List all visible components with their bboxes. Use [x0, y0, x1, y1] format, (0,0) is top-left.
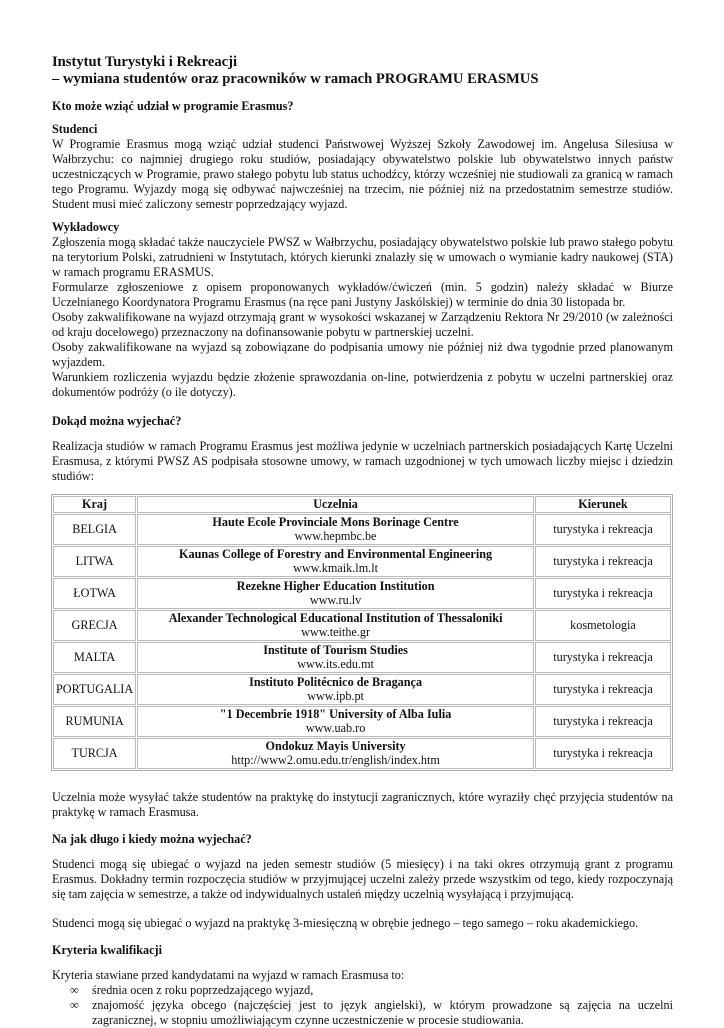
header-kraj: Kraj [53, 496, 136, 513]
studenci-text: W Programie Erasmus mogą wziąć udział studenci Państwowej Wyższej Szkoły Zawodowej im. Angelusa Silesiusa w Wałbrzychu: co najmniej drugiego roku studiów, posiadający obywatelstwo polskie lub obywatelstwo innych państw uczestniczących w Programie, prawo stałego pobytu lub status uchodźcy, którzy wcześniej nie studiowali za granicą w ramach tego Programu. Wyjazdy mogą się odbywać najwcześniej na trzecim, nie później niż na przedostatnim semestrze studiów. Student musi mieć zaliczony semestr poprzedzający wyjazd. [52, 137, 673, 211]
where-text: Realizacja studiów w ramach Programu Erasmus jest możliwa jedynie w uczelniach partnerskich posiadających Kartę Uczelni Erasmusa, z którymi PWSZ AS podpisała stosowne umowy, w ramach uzgodnionej w tych umowach liczby miejsc i dziedzin studiów: [52, 439, 673, 483]
list-item [70, 997, 673, 1028]
cell-kierunek: turystyka i rekreacja [535, 578, 671, 609]
heading-studenci: Studenci [52, 122, 98, 136]
list-item [70, 982, 673, 998]
cell-uczelnia [137, 706, 534, 737]
infinity-bullet-icon: ∞ [70, 997, 79, 1012]
cell-kraj: MALTA [53, 642, 136, 673]
heading-wykladowcy: Wykładowcy [52, 220, 120, 234]
document-page [52, 54, 673, 1028]
cell-kraj: GRECJA [53, 610, 136, 641]
wykladowcy-paragraph: Warunkiem rozliczenia wyjazdu będzie złożenie sprawozdania on-line, potwierdzenia z pobytu w uczelni partnerskiej oraz dokumentów podróży (o ile dotyczy). [52, 370, 673, 399]
cell-uczelnia [137, 546, 534, 577]
header-kierunek: Kierunek [535, 496, 671, 513]
university-name: "1 Decembrie 1918" University of Alba Iulia [219, 706, 452, 721]
heading-how-long: Na jak długo i kiedy można wyjechać? [52, 831, 252, 846]
cell-kraj: ŁOTWA [53, 578, 136, 609]
cell-kierunek: kosmetologia [535, 610, 671, 641]
university-name: Haute Ecole Provinciale Mons Borinage Centre [212, 514, 459, 529]
heading-where: Dokąd można wyjechać? [52, 414, 182, 428]
criteria-list [52, 983, 673, 1028]
cell-kierunek: turystyka i rekreacja [535, 642, 671, 673]
cell-uczelnia [137, 578, 534, 609]
cell-kraj: RUMUNIA [53, 706, 136, 737]
university-website: www.its.edu.mt [297, 657, 374, 671]
table-row [53, 642, 671, 673]
cell-uczelnia [137, 738, 534, 769]
cell-kierunek: turystyka i rekreacja [535, 706, 671, 737]
wykladowcy-paragraph: Zgłoszenia mogą składać także nauczyciele PWSZ w Wałbrzychu, posiadający obywatelstwo polskie lub prawo stałego pobytu na terytorium Polski, zatrudnieni w Instytutach, których kierunki znalazły się w umowach o wymianie kadry naukowej (STA) w ramach programu ERASMUS. [52, 235, 673, 279]
how-long-text-1: Studenci mogą się ubiegać o wyjazd na jeden semestr studiów (5 miesięcy) i na taki okres otrzymują grant z programu Erasmus. Dokładny termin rozpoczęcia studiów w przyjmującej uczelni zależy przede wszystkim od tego, kiedy rozpoczynają się tam zajęcia w semestrze, a także od indywidualnych ustaleń między uczelnią wysyłającą i przyjmującą. [52, 856, 673, 901]
university-website: www.ru.lv [309, 593, 362, 607]
cell-kierunek: turystyka i rekreacja [535, 738, 671, 769]
university-name: Instituto Politécnico de Bragança [249, 674, 423, 689]
title-line-2: – wymiana studentów oraz pracowników w ramach PROGRAMU ERASMUS [52, 71, 539, 87]
criteria-text: znajomość języka obcego (najczęściej jest to język angielski), w którym prowadzone są zajęcia na uczelni zagranicznej, w stopniu umożliwiającym czynne uczestniczenie w procesie studiowania. [92, 997, 673, 1027]
table-row [53, 706, 671, 737]
university-website: www.ipb.pt [307, 689, 364, 703]
table-row [53, 610, 671, 641]
praktyka-text: Uczelnia może wysyłać także studentów na praktykę do instytucji zagranicznych, które wyraziły chęć przyjęcia studentów na praktykę w ramach Erasmusa. [52, 789, 673, 819]
cell-uczelnia [137, 610, 534, 641]
wykladowcy-paragraph: Formularze zgłoszeniowe z opisem proponowanych wykładów/ćwiczeń (min. 5 godzin) należy składać w Biurze Uczelnianego Koordynatora Programu Erasmus (na ręce pani Justyny Jaskólskiej) w terminie do dnia 30 listopada br. [52, 280, 673, 309]
cell-kraj: PORTUGALIA [53, 674, 136, 705]
university-name: Kaunas College of Forestry and Environmental Engineering [179, 546, 493, 561]
university-website: www.teithe.gr [301, 625, 371, 639]
cell-uczelnia [137, 514, 534, 545]
table-row [53, 674, 671, 705]
title-line-1: Instytut Turystyki i Rekreacji [52, 54, 238, 70]
university-name: Institute of Tourism Studies [263, 642, 408, 657]
criteria-text: średnia ocen z roku poprzedzającego wyjazd, [92, 982, 314, 997]
cell-kraj: LITWA [53, 546, 136, 577]
cell-uczelnia [137, 674, 534, 705]
university-website: www.uab.ro [305, 721, 366, 735]
heading-who: Kto może wziąć udział w programie Erasmus? [52, 99, 294, 113]
table-row [53, 578, 671, 609]
how-long-text-2: Studenci mogą się ubiegać o wyjazd na praktykę 3-miesięczną w obrębie jednego – tego samego – roku akademickiego. [52, 915, 639, 930]
cell-uczelnia [137, 642, 534, 673]
cell-kierunek: turystyka i rekreacja [535, 674, 671, 705]
table-row [53, 738, 671, 769]
table-row [53, 514, 671, 545]
wykladowcy-paragraph: Osoby zakwalifikowane na wyjazd są zobowiązane do podpisania umowy nie później niż dwa tygodnie przed planowanym wyjazdem. [52, 340, 673, 369]
university-website: www.hepmbc.be [294, 529, 377, 543]
cell-kraj: TURCJA [53, 738, 136, 769]
university-website: www.kmaik.lm.lt [293, 561, 378, 575]
partner-universities-table [51, 494, 673, 771]
cell-kierunek: turystyka i rekreacja [535, 546, 671, 577]
criteria-intro: Kryteria stawiane przed kandydatami na wyjazd w ramach Erasmusa to: [52, 967, 405, 982]
infinity-bullet-icon: ∞ [70, 982, 79, 997]
page-title [52, 54, 673, 88]
university-name: Ondokuz Mayis University [265, 738, 406, 753]
header-uczelnia: Uczelnia [137, 496, 534, 513]
cell-kraj: BELGIA [53, 514, 136, 545]
heading-criteria: Kryteria kwalifikacji [52, 942, 163, 957]
table-header-row [53, 496, 671, 513]
wykladowcy-paragraph: Osoby zakwalifikowane na wyjazd otrzymają grant w wysokości wskazanej w Zarządzeniu Rektora Nr 29/2010 (w zależności od kraju docelowego) przeznaczony na dofinansowanie pobytu w partnerskiej uczelni. [52, 310, 673, 339]
university-name: Alexander Technological Educational Institution of Thessaloniki [168, 610, 503, 625]
table-row [53, 546, 671, 577]
university-name: Rezekne Higher Education Institution [236, 578, 435, 593]
cell-kierunek: turystyka i rekreacja [535, 514, 671, 545]
university-website: http://www2.omu.edu.tr/english/index.htm [231, 753, 440, 767]
